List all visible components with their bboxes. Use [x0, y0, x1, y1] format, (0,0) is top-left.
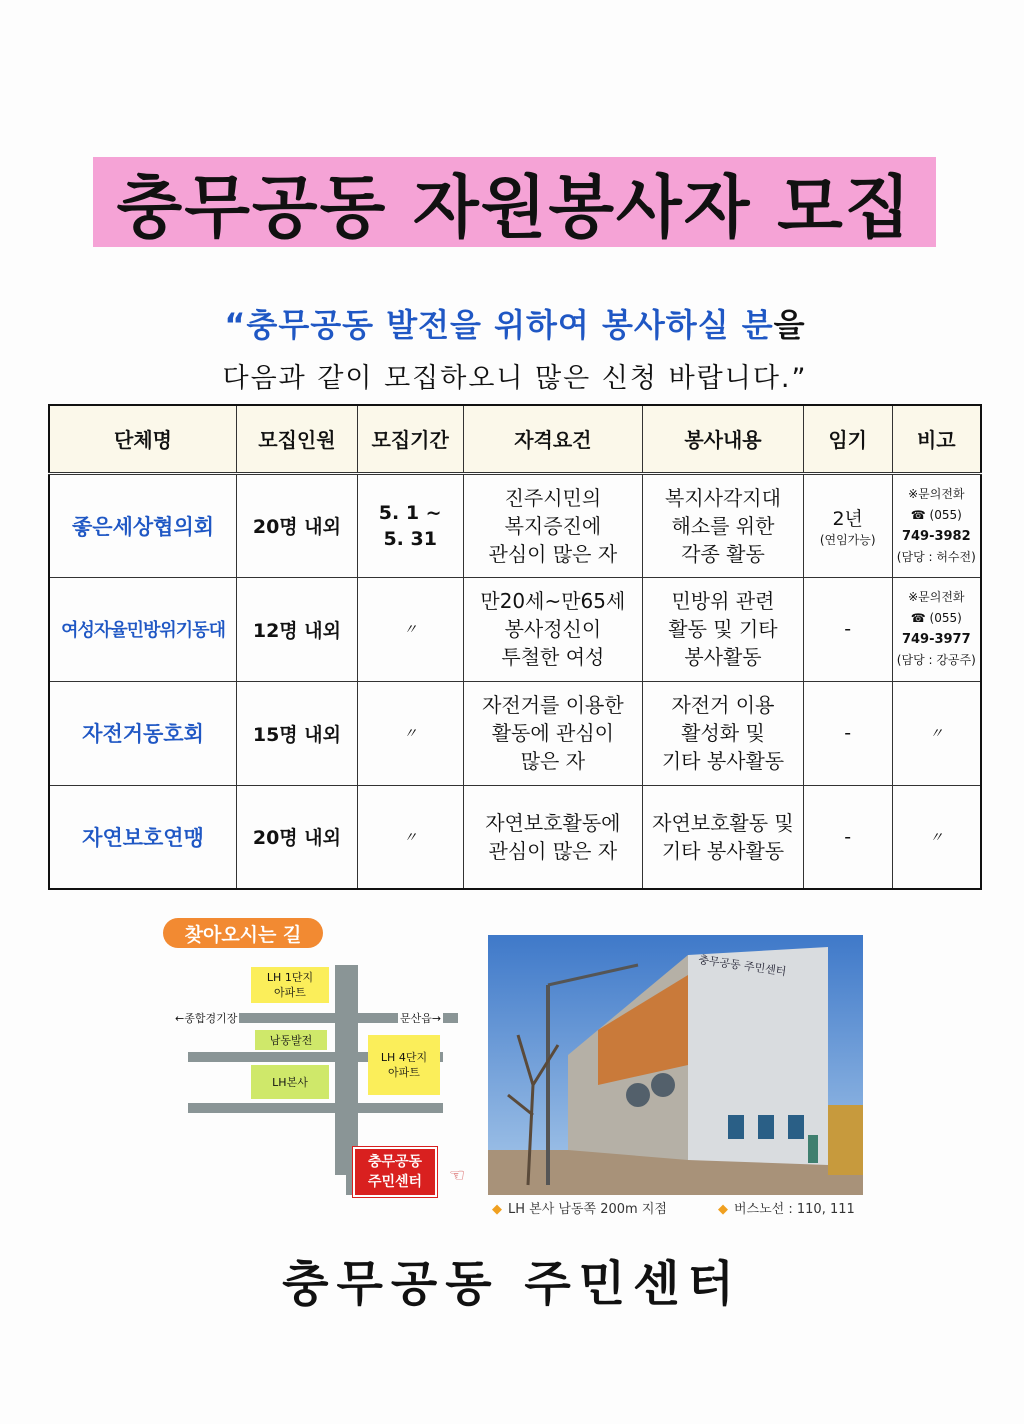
- directions-map: [163, 955, 483, 1205]
- org-name: 좋은세상협의회: [49, 473, 237, 577]
- note-person: (담당 : 허수전): [896, 549, 976, 564]
- header-count: 모집인원: [237, 405, 358, 473]
- footer-organization: 충무공동 주민센터: [282, 1256, 742, 1312]
- table-row: [49, 473, 981, 577]
- term-note: (연임가능): [819, 532, 876, 547]
- right-direction-label: 문산읍→: [400, 1012, 442, 1025]
- term: -: [803, 681, 892, 785]
- recruit-count: 12명 내외: [237, 577, 358, 681]
- left-direction-label: ←종합경기장: [175, 1012, 238, 1025]
- table-row: [49, 577, 981, 681]
- intro-line-1-emphasis: “충무공동 발전을 위하여 봉사하실 분: [224, 306, 774, 344]
- header-qualification: 자격요건: [463, 405, 643, 473]
- svg-text:충무공동 주민센터: 충무공동 주민센터: [697, 953, 788, 979]
- note-label: ※문의전화: [908, 590, 965, 604]
- org-name: 자연보호연맹: [49, 785, 237, 889]
- activity: 자전거 이용 활성화 및 기타 봉사활동: [643, 681, 804, 785]
- intro-line-2: 다음과 같이 모집하오니 많은 신청 바랍니다.”: [222, 363, 808, 394]
- note: [892, 577, 981, 681]
- recruit-period: 〃: [357, 785, 463, 889]
- note-phone: 749-3977: [901, 632, 971, 647]
- qualification: 자전거를 이용한 활동에 관심이 많은 자: [463, 681, 643, 785]
- org-name: 여성자율민방위기동대: [49, 577, 237, 681]
- term: -: [803, 577, 892, 681]
- place-namdong: 남동발전: [255, 1030, 327, 1050]
- road-horizontal-bottom: [188, 1103, 443, 1113]
- recruit-count: 15명 내외: [237, 681, 358, 785]
- directions-label: 찾아오시는 길: [163, 918, 323, 948]
- header-term: 임기: [803, 405, 892, 473]
- intro-line-1-tail: 을: [773, 306, 806, 344]
- term: [803, 473, 892, 577]
- bullet-icon: ◆: [718, 1202, 728, 1217]
- qualification: 만20세~만65세 봉사정신이 투철한 여성: [463, 577, 643, 681]
- note-phone: 749-3982: [901, 528, 971, 544]
- note: [892, 473, 981, 577]
- location-caption: [492, 1198, 667, 1217]
- note: 〃: [892, 785, 981, 889]
- recruit-count: 20명 내외: [237, 473, 358, 577]
- header-period: 모집기간: [357, 405, 463, 473]
- intro-text: [100, 300, 930, 395]
- recruit-period: 〃: [357, 681, 463, 785]
- table-row: [49, 681, 981, 785]
- recruit-count: 20명 내외: [237, 785, 358, 889]
- building-photo-graphic: [488, 935, 863, 1195]
- recruit-period: 〃: [357, 577, 463, 681]
- title-banner: [93, 157, 936, 247]
- note-label: ※문의전화: [908, 486, 965, 501]
- term-value: 2년: [832, 507, 863, 530]
- place-community-center: 충무공동 주민센터: [353, 1147, 437, 1197]
- qualification: 진주시민의 복지증진에 관심이 많은 자: [463, 473, 643, 577]
- qualification: 자연보호활동에 관심이 많은 자: [463, 785, 643, 889]
- recruitment-table: [48, 404, 982, 890]
- org-name: 자전거동호회: [49, 681, 237, 785]
- activity: 복지사각지대 해소를 위한 각종 활동: [643, 473, 804, 577]
- caption-bus: 버스노선 : 110, 111: [734, 1202, 855, 1217]
- note: 〃: [892, 681, 981, 785]
- page-title: 충무공동 자원봉사자 모집: [116, 168, 913, 248]
- table-row: [49, 785, 981, 889]
- building-photo: [488, 935, 863, 1195]
- note-area-code: ☎ (055): [910, 507, 962, 522]
- bus-caption: [718, 1198, 855, 1217]
- header-org: 단체명: [49, 405, 237, 473]
- note-area-code: ☎ (055): [910, 611, 962, 625]
- activity: 자연보호활동 및 기타 봉사활동: [643, 785, 804, 889]
- recruit-period: 5. 1 ~ 5. 31: [357, 473, 463, 577]
- bullet-icon: ◆: [492, 1202, 502, 1217]
- activity: 민방위 관련 활동 및 기타 봉사활동: [643, 577, 804, 681]
- place-lh1: LH 1단지 아파트: [251, 967, 329, 1003]
- intro-line-1: [100, 300, 930, 346]
- place-lh4: LH 4단지 아파트: [368, 1035, 440, 1095]
- pointing-hand-icon: ☜: [449, 1165, 466, 1186]
- place-lh-hq: LH본사: [251, 1065, 329, 1099]
- header-note: 비고: [892, 405, 981, 473]
- header-activity: 봉사내용: [643, 405, 804, 473]
- note-person: (담당 : 강공주): [896, 653, 976, 667]
- term: -: [803, 785, 892, 889]
- table-header-row: [49, 405, 981, 473]
- caption-location: LH 본사 남동쪽 200m 지점: [508, 1202, 667, 1217]
